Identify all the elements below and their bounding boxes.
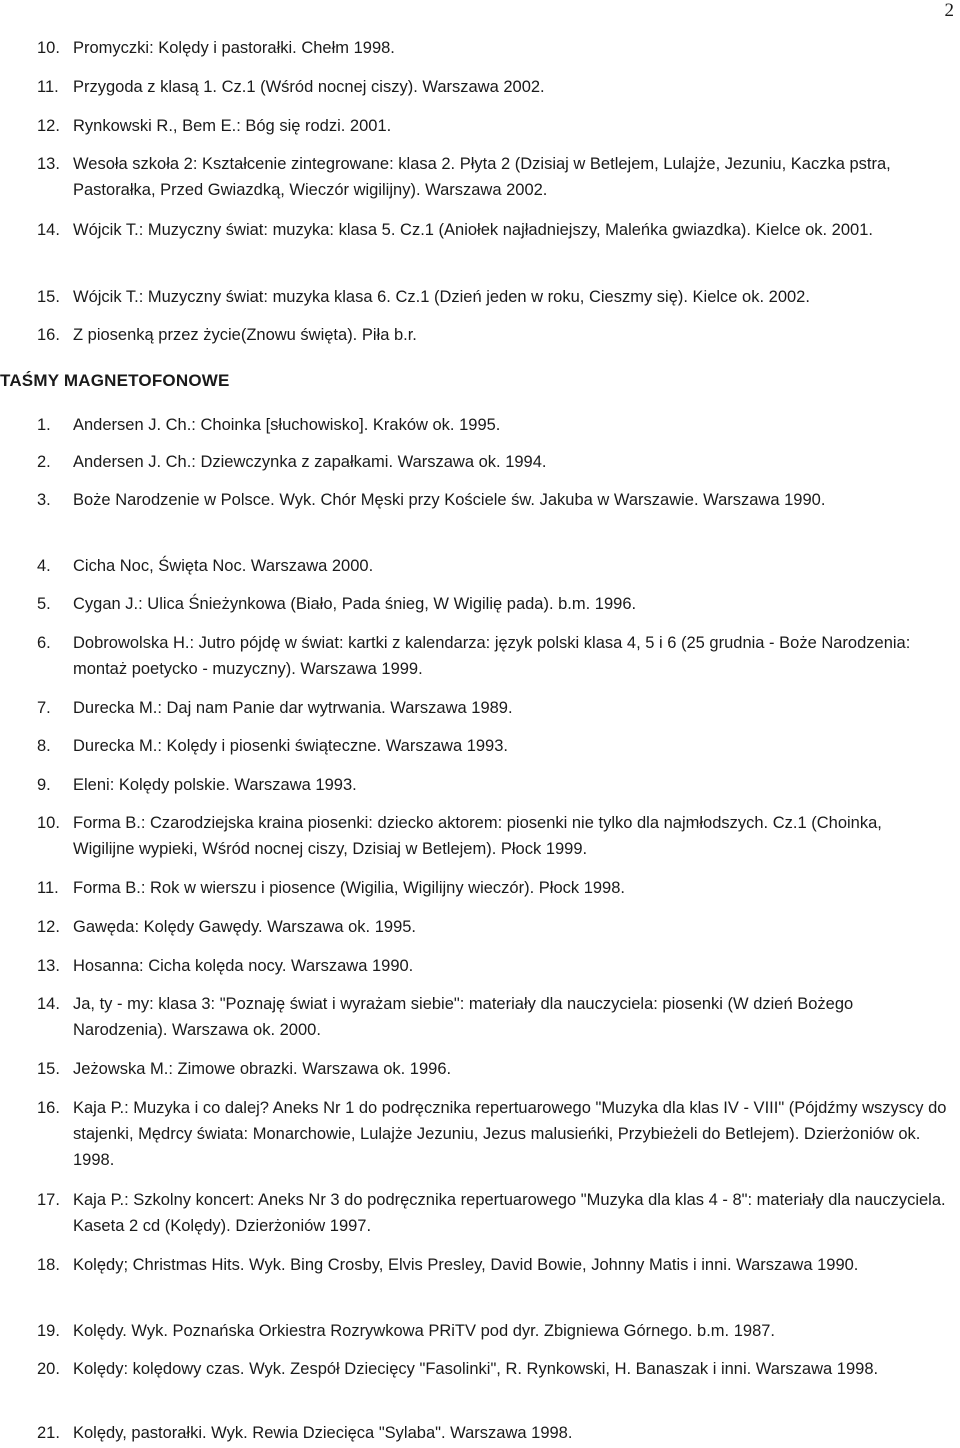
item-text: Forma B.: Czarodziejska kraina piosenki: dziecko aktorem: piosenki nie tylko dla najmłodszych. Cz.1 (Choinka, Wigilijne wypieki, Wśród nocnej ciszy, Dzisiaj w Betlejem). Płock 1999. [73, 814, 882, 858]
item-number: 13. [37, 957, 60, 975]
item-text: Cicha Noc, Święta Noc. Warszawa 2000. [73, 557, 374, 575]
item-number: 14. [37, 995, 60, 1013]
item-text: Rynkowski R., Bem E.: Bóg się rodzi. 2001. [73, 117, 392, 135]
list-item [37, 113, 947, 139]
item-text: Kolędy; Christmas Hits. Wyk. Bing Crosby, Elvis Presley, David Bowie, Johnny Matis i inni. Warszawa 1990. [73, 1256, 859, 1274]
item-text: Kolędy: kolędowy czas. Wyk. Zespół Dziecięcy "Fasolinki", R. Rynkowski, H. Banaszak i inni. Warszawa 1998. [73, 1360, 879, 1378]
item-text: Przygoda z klasą 1. Cz.1 (Wśród nocnej ciszy). Warszawa 2002. [73, 78, 545, 96]
item-text: Cygan J.: Ulica Śnieżynkowa (Biało, Pada śnieg, W Wigilię pada). b.m. 1996. [73, 595, 637, 613]
list-item [37, 1420, 947, 1446]
list-item [37, 953, 947, 979]
item-text: Z piosenką przez życie(Znowu święta). Piła b.r. [73, 326, 417, 344]
item-number: 20. [37, 1360, 60, 1378]
item-text: Andersen J. Ch.: Choinka [słuchowisko]. Kraków ok. 1995. [73, 416, 501, 434]
item-text: Wójcik T.: Muzyczny świat: muzyka klasa 6. Cz.1 (Dzień jeden w roku, Cieszmy się). Kielce ok. 2002. [73, 288, 810, 306]
list-item [37, 1252, 947, 1278]
list-item [37, 1056, 947, 1082]
list-item [37, 733, 947, 759]
item-number: 3. [37, 491, 51, 509]
list-item [37, 151, 947, 203]
list-item [37, 695, 947, 721]
item-number: 9. [37, 776, 51, 794]
item-number: 15. [37, 1060, 60, 1078]
item-number: 1. [37, 416, 51, 434]
list-item [37, 553, 947, 579]
item-text: Kolędy. Wyk. Poznańska Orkiestra Rozrywkowa PRiTV pod dyr. Zbigniewa Górnego. b.m. 1987. [73, 1322, 776, 1340]
item-number: 14. [37, 221, 60, 239]
page-number: 2 [944, 0, 954, 21]
list-item [37, 1318, 947, 1344]
item-text: Durecka M.: Kolędy i piosenki świąteczne. Warszawa 1993. [73, 737, 508, 755]
item-number: 17. [37, 1191, 60, 1209]
list-item [37, 591, 947, 617]
list-item [37, 487, 947, 513]
item-number: 16. [37, 1099, 60, 1117]
item-text: Wójcik T.: Muzyczny świat: muzyka: klasa 5. Cz.1 (Aniołek najładniejszy, Maleńka gwiazdka). Kielce ok. 2001. [73, 221, 873, 239]
list-item [37, 74, 947, 100]
item-number: 11. [37, 78, 59, 96]
item-number: 4. [37, 557, 51, 575]
item-number: 6. [37, 634, 51, 652]
item-number: 8. [37, 737, 51, 755]
item-text: Gawęda: Kolędy Gawędy. Warszawa ok. 1995. [73, 918, 417, 936]
item-text: Promyczki: Kolędy i pastorałki. Chełm 1998. [73, 39, 395, 57]
item-text: Hosanna: Cicha kolęda nocy. Warszawa 1990. [73, 957, 414, 975]
list-item [37, 630, 947, 682]
item-number: 15. [37, 288, 60, 306]
item-text: Boże Narodzenie w Polsce. Wyk. Chór Męski przy Kościele św. Jakuba w Warszawie. Warszawa 1990. [73, 491, 826, 509]
item-number: 7. [37, 699, 51, 717]
list-item [37, 322, 947, 348]
item-text: Forma B.: Rok w wierszu i piosence (Wigilia, Wigilijny wieczór). Płock 1998. [73, 879, 625, 897]
list-item [37, 810, 947, 862]
item-number: 19. [37, 1322, 60, 1340]
list-item [37, 1187, 947, 1239]
item-text: Kaja P.: Muzyka i co dalej? Aneks Nr 1 do podręcznika repertuarowego "Muzyka dla klas IV - VIII" (Pójdźmy wszyscy do stajenki, Mędrcy świata: Monarchowie, Lulajże Jezuniu, Jezus malusieńki, Przybieżeli do Betlejem). Dzierżoniów ok. 1998. [73, 1099, 947, 1169]
item-text: Durecka M.: Daj nam Panie dar wytrwania. Warszawa 1989. [73, 699, 513, 717]
item-text: Kaja P.: Szkolny koncert: Aneks Nr 3 do podręcznika repertuarowego "Muzyka dla klas 4 - 8": materiały dla nauczyciela. Kaseta 2 cd (Kolędy). Dzierżoniów 1997. [73, 1191, 946, 1235]
item-number: 2. [37, 453, 51, 471]
item-number: 10. [37, 39, 60, 57]
list-item [37, 1095, 947, 1173]
item-number: 13. [37, 155, 60, 173]
list-item [37, 1356, 947, 1382]
list-item [37, 449, 947, 475]
item-number: 18. [37, 1256, 60, 1274]
item-number: 12. [37, 918, 60, 936]
item-number: 16. [37, 326, 60, 344]
item-number: 10. [37, 814, 60, 832]
list-item [37, 914, 947, 940]
item-text: Dobrowolska H.: Jutro pójdę w świat: kartki z kalendarza: język polski klasa 4, 5 i 6 (25 grudnia - Boże Narodzenia: montaż poetycko - muzyczny). Warszawa 1999. [73, 634, 911, 678]
item-number: 11. [37, 879, 59, 897]
list-item [37, 412, 947, 438]
list-item [37, 772, 947, 798]
item-text: Eleni: Kolędy polskie. Warszawa 1993. [73, 776, 357, 794]
item-text: Wesoła szkoła 2: Kształcenie zintegrowane: klasa 2. Płyta 2 (Dzisiaj w Betlejem, Lulajże, Jezuniu, Kaczka pstra, Pastorałka, Przed Gwiazdką, Wieczór wigilijny). Warszawa 2002. [73, 155, 891, 199]
item-text: Andersen J. Ch.: Dziewczynka z zapałkami. Warszawa ok. 1994. [73, 453, 547, 471]
item-text: Kolędy, pastorałki. Wyk. Rewia Dziecięca "Sylaba". Warszawa 1998. [73, 1424, 573, 1442]
item-text: Ja, ty - my: klasa 3: "Poznaję świat i wyrażam siebie": materiały dla nauczyciela: piosenki (W dzień Bożego Narodzenia). Warszawa ok. 2000. [73, 995, 854, 1039]
item-number: 5. [37, 595, 51, 613]
list-item [37, 35, 947, 61]
item-number: 12. [37, 117, 60, 135]
item-number: 21. [37, 1424, 60, 1442]
list-item [37, 284, 947, 310]
list-item [37, 875, 947, 901]
item-text: Jeżowska M.: Zimowe obrazki. Warszawa ok. 1996. [73, 1060, 452, 1078]
section-heading: TAŚMY MAGNETOFONOWE [0, 371, 230, 390]
list-item [37, 991, 947, 1043]
list-item [37, 217, 947, 243]
